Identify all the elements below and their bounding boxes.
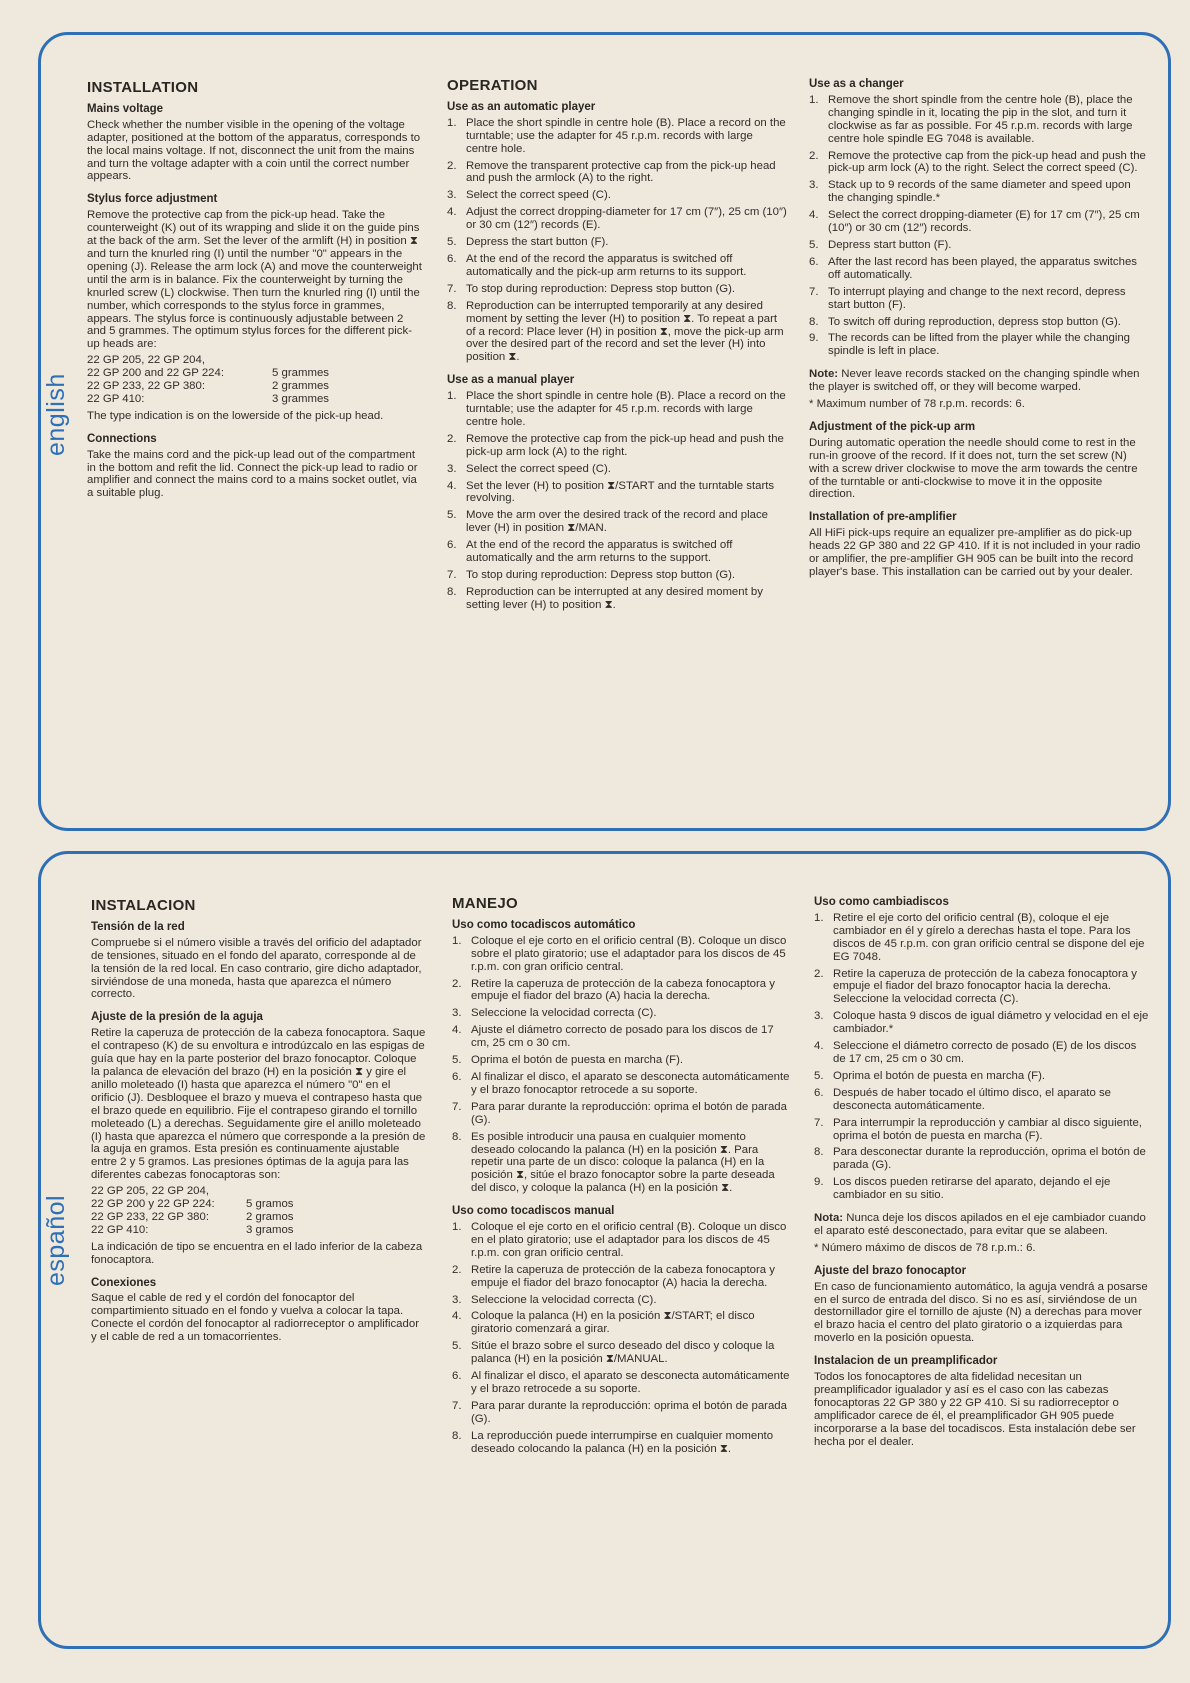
list-item: 2. Remove the transparent protective cap from the pick-up head and push the armlock (A) to the right. bbox=[447, 159, 776, 185]
list-item: 1. Coloque el eje corto en el orificio central (B). Coloque un disco en el plato giratorio; use el adaptador para los discos de 45 r.p.m. con gran orificio central. bbox=[452, 1221, 787, 1259]
list-item: 3. Select the correct speed (C). bbox=[447, 462, 611, 475]
list-item: 6. Al finalizar el disco, el aparato se desconecta automáticamente y el brazo fonocaptor retrocede a su soporte. bbox=[452, 1070, 790, 1096]
list-item: 2. Retire la caperuza de protección de la cabeza fonocaptora y empuje el fiador del brazo fonocaptor (A) hacia la derecha. bbox=[452, 1263, 775, 1289]
manual-steps-list bbox=[447, 390, 787, 612]
pickup-types-table bbox=[91, 1185, 426, 1237]
pickup-arm-adjust-text: En caso de funcionamiento automático, la aguja vendrá a posarse en el surco de entrada del disco. Si no es así, sirviéndose de un destornillador gire el tornillo de ajuste (N) a derechas para mover el brazo hacia el centro del plato giratorio o a izquierdas para moverlo en la posición opuesta. bbox=[814, 1280, 1148, 1345]
operation-title: MANEJO bbox=[452, 895, 518, 912]
automatic-player-heading: Uso como tocadiscos automático bbox=[452, 918, 636, 931]
list-item: 1. Coloque el eje corto en el orificio central (B). Coloque un disco sobre el plato giratorio; use el adaptador para los discos de 45 r.p.m. con gran orificio central. bbox=[452, 934, 787, 973]
connections-heading: Conexiones bbox=[91, 1276, 157, 1289]
preamp-heading: Instalacion de un preamplificador bbox=[814, 1355, 998, 1368]
list-item: 5. Sitúe el brazo sobre el surco deseado del disco y coloque la palanca (H) en la posición ⧗/MANUAL. bbox=[452, 1340, 775, 1366]
pickup-arm-adjust-text: During automatic operation the needle should come to rest in the run-in groove of the record. If it does not, turn the set screw (N) with a screw driver clockwise to move the arm towards the centre of the turntable or anti-clockwise to move it in the opposite direction. bbox=[809, 436, 1138, 501]
list-item: 6. Al finalizar el disco, el aparato se desconecta automáticamente y el brazo retrocede a su soporte. bbox=[452, 1370, 790, 1395]
list-item: 4. Ajuste el diámetro correcto de posado para los discos de 17 cm, 25 cm o 30 cm. bbox=[452, 1024, 774, 1050]
list-item: 8. Reproduction can be interrupted temporarily at any desired moment by setting the lever (H) to position ⧗. To repeat a part of a record: Place lever (H) in position ⧗, move the pick-up arm over the desired part of the record and set the lever (H) into position ⧗. bbox=[447, 299, 784, 364]
list-item: 3. Stack up to 9 records of the same diameter and speed upon the changing spindle.* bbox=[809, 179, 1131, 205]
preamp-heading: Installation of pre-amplifier bbox=[809, 511, 957, 524]
list-item: 2. Retire la caperuza de protección de la cabeza fonocaptora y empuje el fiador del brazo (A) hacia la derecha. bbox=[452, 977, 775, 1003]
mains-voltage-text: Check whether the number visible in the opening of the voltage adapter, positioned at the bottom of the apparatus, corresponds to the local mains voltage. If not, disconnect the unit from the mains and turn the voltage adapter with a coin until the correct number appears. bbox=[87, 118, 421, 183]
list-item: 5. Move the arm over the desired track of the record and place lever (H) in position ⧗/MAN. bbox=[447, 509, 769, 535]
stylus-force-heading: Stylus force adjustment bbox=[87, 193, 218, 206]
list-item: 2. Remove the protective cap from the pick-up head and push the pick-up arm lock (A) to the right. bbox=[447, 432, 784, 458]
list-item: 9. Los discos pueden retirarse del aparato, dejando el eje cambiador en su sitio. bbox=[814, 1176, 1111, 1202]
type-indication-text: La indicación de tipo se encuentra en el lado inferior de la cabeza fonocaptora. bbox=[91, 1240, 423, 1266]
list-item: 1. Place the short spindle in centre hole (B). Place a record on the turntable; use the adapter for 45 r.p.m. records with large centre hole. bbox=[447, 116, 786, 155]
list-item: 4. Select the correct dropping-diameter (E) for 17 cm (7″), 25 cm (10″) or 30 cm (12″) records. bbox=[809, 209, 1140, 235]
list-item: 2. Remove the protective cap from the pick-up head and push the pick-up arm lock (A) to the right. Select the correct speed (C). bbox=[809, 149, 1146, 175]
installation-title: INSTALLATION bbox=[87, 79, 199, 96]
manual-player-heading: Uso como tocadiscos manual bbox=[452, 1205, 615, 1218]
changer-heading: Use as a changer bbox=[809, 78, 904, 90]
list-item: 7. Para interrumpir la reproducción y cambiar al disco siguiente, oprima el botón de puesta en marcha (F). bbox=[814, 1116, 1142, 1142]
pickup-arm-adjust-heading: Ajuste del brazo fonocaptor bbox=[814, 1264, 967, 1277]
english-language-label: english bbox=[42, 373, 70, 457]
changer-note: Note: Never leave records stacked on the changing spindle when the player is switched off, or they will become warped. bbox=[809, 368, 1140, 394]
list-item: 7. To interrupt playing and change to the next record, depress start button (F). bbox=[809, 285, 1126, 311]
table-row: 22 GP 205, 22 GP 204, bbox=[87, 354, 206, 367]
list-item: 7. Para parar durante la reproducción: oprima el botón de parada (G). bbox=[452, 1100, 787, 1126]
list-item: 3. Seleccione la velocidad correcta (C). bbox=[452, 1007, 657, 1020]
spanish-installation-column bbox=[91, 897, 426, 1354]
automatic-steps-list bbox=[452, 935, 790, 1195]
type-indication-text: The type indication is on the lowerside of the pick-up head. bbox=[87, 409, 384, 422]
automatic-steps-list bbox=[447, 117, 787, 364]
english-operation-column bbox=[447, 77, 787, 622]
table-row: 22 GP 200 and 22 GP 224: 5 grammes bbox=[87, 367, 329, 380]
automatic-player-heading: Use as an automatic player bbox=[447, 100, 596, 113]
list-item: 2. Retire la caperuza de protección de la cabeza fonocaptora y empuje el fiador del brazo fonocaptor hacia la derecha. Seleccione la velocidad correcta (C). bbox=[814, 967, 1137, 1006]
table-row: 22 GP 205, 22 GP 204, bbox=[91, 1185, 210, 1198]
list-item: 9. The records can be lifted from the player while the changing spindle is left in place. bbox=[809, 332, 1131, 358]
preamp-text: All HiFi pick-ups require an equalizer pre-amplifier as do pick-up heads 22 GP 380 and 22 GP 410. If it is not included in your radio or amplifier, the pre-amplifier GH 905 can be built into the record player's base. This installation can be carried out by your dealer. bbox=[809, 527, 1141, 578]
table-row: 22 GP 410: 3 grammes bbox=[87, 392, 329, 405]
stylus-force-text: Remove the protective cap from the pick-up head. Take the counterweight (K) out of its wrapping and slide it on the guide pins at the back of the arm. Set the lever of the armlift (H) in position ⧗ and turn the knurled ring (I) until the number "0" appears in the opening (J). Release the arm lock (A) and move the counterweight until the arm is in balance. Fix the counterweight by turning the knurled screw (L) clockwise. Then turn the knurled ring (I) until the number, which corresponds to the stylus force in grammes, appears. The stylus force is continuously adjustable between 2 and 5 grammes. The optimum stylus forces for the different pick-up heads are: bbox=[87, 209, 422, 351]
list-item: 7. To stop during reproduction: Depress stop button (G). bbox=[447, 569, 736, 581]
list-item: 6. At the end of the record the apparatus is switched off automatically and the pick-up arm returns to its support. bbox=[447, 252, 747, 278]
pickup-types-table bbox=[87, 354, 423, 406]
changer-heading: Uso como cambiadiscos bbox=[814, 896, 949, 908]
list-item: 1. Place the short spindle in centre hole (B). Place a record on the turntable; use the adapter for 45 r.p.m. records with large centre hole. bbox=[447, 390, 786, 428]
list-item: 6. After the last record has been played, the apparatus switches off automatically. bbox=[809, 255, 1137, 281]
table-row: 22 GP 233, 22 GP 380: 2 grammes bbox=[87, 380, 329, 393]
connections-text: Saque el cable de red y el cordón del fonocaptor del compartimiento situado en el fondo y vuelva a colocar la tapa. Conecte el cordón del fonocaptor al radiorreceptor o amplificador y el cable de red a un tomacorrientes. bbox=[91, 1292, 419, 1344]
list-item: 1. Remove the short spindle from the centre hole (B), place the changing spindle in it, locating the pip in the slot, and turn it clockwise as far as possible. For 45 r.p.m. records with large centre hole spindle EG 7048 is available. bbox=[809, 93, 1133, 145]
spanish-language-label: español bbox=[42, 1194, 70, 1286]
english-installation-column bbox=[87, 79, 423, 510]
list-item: 1. Retire el eje corto del orificio central (B), coloque el eje cambiador en él y gírelo a derechas hasta el tope. Para los discos de 45 r.p.m. con gran orificio central se dispone del eje EG 7048. bbox=[814, 911, 1145, 963]
list-item: 5. Oprima el botón de puesta en marcha (F). bbox=[452, 1054, 684, 1067]
manual-player-heading: Use as a manual player bbox=[447, 374, 575, 387]
changer-steps-list bbox=[814, 912, 1150, 1202]
list-item: 4. Set the lever (H) to position ⧗/START and the turntable starts revolving. bbox=[447, 479, 775, 505]
list-item: 5. Depress the start button (F). bbox=[447, 236, 609, 249]
operation-title: OPERATION bbox=[447, 77, 538, 94]
list-item: 8. Es posible introducir una pausa en cualquier momento deseado colocando la palanca (H) en la posición ⧗. Para repetir una parte de un disco: coloque la palanca (H) en la posición ⧗, sitúe el brazo fonocaptor sobre la parte deseada del disco, y coloque la palanca (H) en la posición ⧗. bbox=[452, 1130, 775, 1195]
table-row: 22 GP 233, 22 GP 380: 2 gramos bbox=[91, 1210, 294, 1223]
manual-steps-list bbox=[452, 1221, 790, 1456]
connections-heading: Connections bbox=[87, 432, 157, 445]
list-item: 4. Coloque la palanca (H) en la posición ⧗/START; el disco giratorio comenzará a girar. bbox=[452, 1310, 755, 1336]
list-item: 8. Reproduction can be interrupted at any desired moment by setting lever (H) to position ⧗. bbox=[447, 585, 763, 611]
table-row: 22 GP 410: 3 gramos bbox=[91, 1223, 294, 1236]
list-item: 5. Depress start button (F). bbox=[809, 238, 952, 251]
pickup-arm-adjust-heading: Adjustment of the pick-up arm bbox=[809, 420, 976, 433]
stylus-force-heading: Ajuste de la presión de la aguja bbox=[91, 1011, 263, 1024]
mains-voltage-text: Compruebe si el número visible a través del orificio del adaptador de tensiones, situado en el fondo del aparato, corresponde al de la tensión de la red local. En caso contrario, gire dicho adaptador, sirviéndose de una moneda, hasta que aparezca el número correcto. bbox=[91, 936, 422, 1001]
list-item: 8. To switch off during reproduction, depress stop button (G). bbox=[809, 315, 1121, 328]
list-item: 3. Seleccione la velocidad correcta (C). bbox=[452, 1293, 657, 1306]
list-item: 6. Después de haber tocado el último disco, el aparato se desconecta automáticamente. bbox=[814, 1086, 1111, 1112]
changer-steps-list bbox=[809, 94, 1147, 358]
installation-title: INSTALACION bbox=[91, 897, 196, 914]
connections-text: Take the mains cord and the pick-up lead out of the compartment in the bottom and refit the lid. Connect the pick-up lead to radio or amplifier and connect the mains cord to a mains socket outlet, via a suitable plug. bbox=[87, 448, 418, 500]
spanish-changer-column bbox=[814, 896, 1150, 1459]
list-item: 3. Select the correct speed (C). bbox=[447, 189, 611, 202]
list-item: 6. At the end of the record the apparatus is switched off automatically and the arm returns to the support. bbox=[447, 539, 733, 565]
list-item: 3. Coloque hasta 9 discos de igual diámetro y velocidad en el eje cambiador.* bbox=[814, 1010, 1149, 1036]
english-changer-column bbox=[809, 78, 1147, 589]
list-item: 8. La reproducción puede interrumpirse en cualquier momento deseado colocando la palanca (H) en la posición ⧗. bbox=[452, 1429, 774, 1455]
list-item: 4. Seleccione el diámetro correcto de posado (E) de los discos de 17 cm, 25 cm o 30 cm. bbox=[814, 1040, 1137, 1065]
list-item: 7. To stop during reproduction: Depress stop button (G). bbox=[447, 282, 736, 295]
list-item: 8. Para desconectar durante la reproducción, oprima el botón de parada (G). bbox=[814, 1146, 1146, 1172]
stylus-force-text: Retire la caperuza de protección de la cabeza fonocaptora. Saque el contrapeso (K) de su envoltura e introdúzcalo en las espigas de guía que hay en la parte posterior del brazo fonocaptor. Coloque la palanca de elevación del brazo (H) en la posición ⧗ y gire el anillo moleteado (I) hasta que aparezca el número "0" en el orificio (J). Desbloquee el brazo y mueva el contrapeso hasta que el brazo quede en equilibrio. Fije el contrapeso girando el tornillo moleteado (L) a derechas. Seguidamente gire el anillo moleteado (I) hasta que aparezca el número que corresponde a la presión de la aguja en gramos. Esta presión es continuamente ajustable entre 2 y 5 gramos. Las presiones óptimas de la aguja para las diferentes cabezas fonocaptoras son: bbox=[91, 1027, 426, 1182]
list-item: 7. Para parar durante la reproducción: oprima el botón de parada (G). bbox=[452, 1399, 787, 1425]
changer-footnote: * Maximum number of 78 r.p.m. records: 6. bbox=[809, 398, 1025, 411]
preamp-text: Todos los fonocaptores de alta fidelidad necesitan un preamplificador igualador y así es el caso con las cabezas fonocaptoras 22 GP 380 y 22 GP 410. Si su radiorreceptor o amplificador carece de él, el preamplificador GH 905 puede incorporarse a la base del tocadiscos. Esta instalación debe ser hecha por el dealer. bbox=[814, 1371, 1136, 1448]
table-row: 22 GP 200 y 22 GP 224: 5 gramos bbox=[91, 1198, 294, 1211]
mains-voltage-heading: Tensión de la red bbox=[91, 920, 185, 933]
changer-note: Nota: Nunca deje los discos apilados en el eje cambiador cuando el aparato esté desconectado, para evitar que se alabeen. bbox=[814, 1212, 1146, 1237]
list-item: 5. Oprima el botón de puesta en marcha (F). bbox=[814, 1069, 1046, 1082]
changer-footnote: * Número máximo de discos de 78 r.p.m.: 6. bbox=[814, 1241, 1036, 1254]
list-item: 4. Adjust the correct dropping-diameter for 17 cm (7″), 25 cm (10″) or 30 cm (12″) records (E). bbox=[447, 206, 787, 232]
mains-voltage-heading: Mains voltage bbox=[87, 102, 164, 115]
spanish-operation-column bbox=[452, 895, 790, 1466]
